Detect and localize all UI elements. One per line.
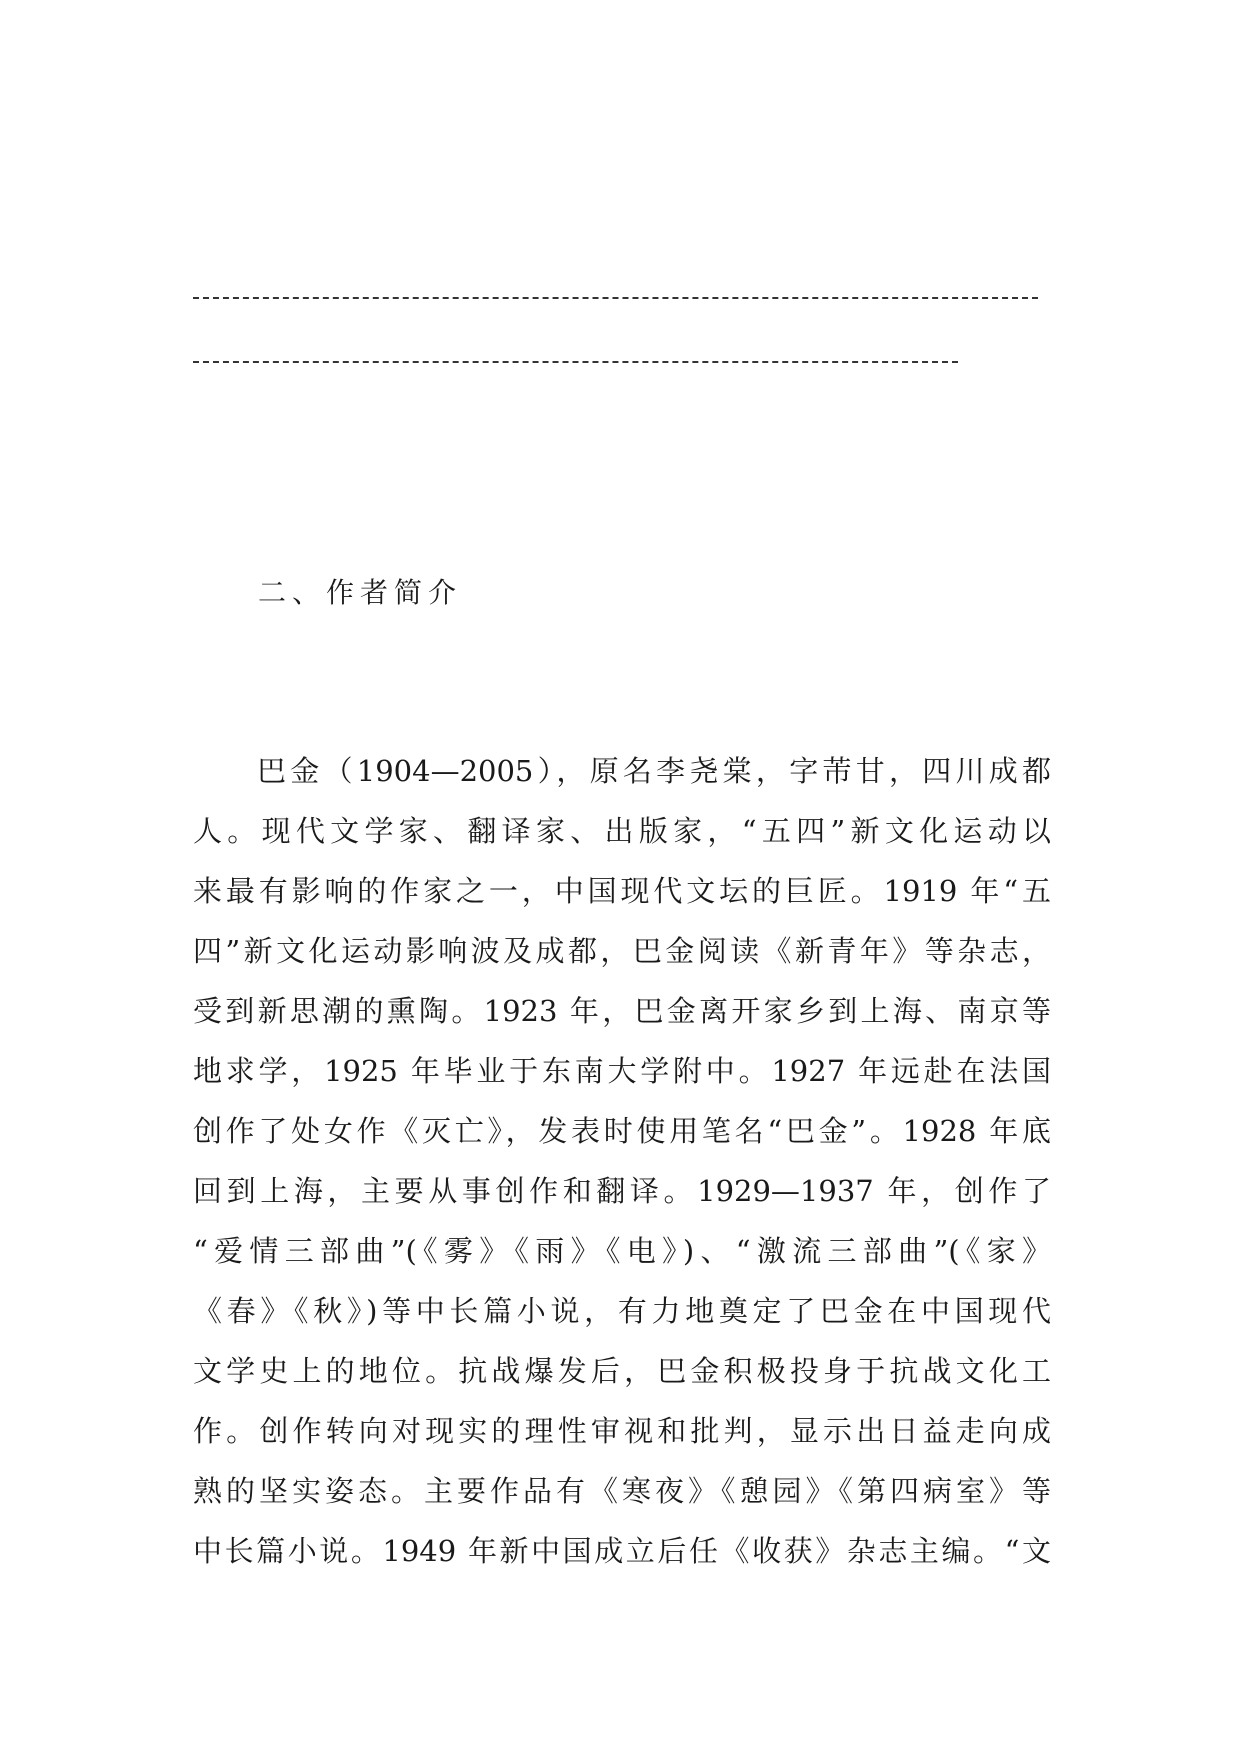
paragraph-line: 巴金（1904—2005），原名李尧棠，字芾甘，四川成都 — [257, 754, 1051, 788]
paragraph-line: 四”新文化运动影响波及成都，巴金阅读《新青年》等杂志， — [193, 934, 1051, 968]
section-heading: 二、作者简介 — [258, 576, 463, 609]
paragraph-line: 受到新思潮的熏陶。1923 年，巴金离开家乡到上海、南京等 — [193, 994, 1051, 1028]
paragraph-line: 人。现代文学家、翻译家、出版家，“五四”新文化运动以 — [193, 814, 1051, 848]
paragraph-line: 地求学，1925 年毕业于东南大学附中。1927 年远赴在法国 — [193, 1054, 1051, 1088]
paragraph-line: 《春》《秋》)等中长篇小说，有力地奠定了巴金在中国现代 — [193, 1294, 1051, 1328]
dashed-separator-line — [193, 297, 1038, 299]
paragraph-line: 来最有影响的作家之一，中国现代文坛的巨匠。1919 年“五 — [193, 874, 1051, 908]
paragraph-line: 中长篇小说。1949 年新中国成立后任《收获》杂志主编。“文 — [193, 1534, 1051, 1568]
paragraph-line: 文学史上的地位。抗战爆发后，巴金积极投身于抗战文化工 — [193, 1354, 1051, 1388]
paragraph-line: 创作了处女作《灭亡》，发表时使用笔名“巴金”。1928 年底 — [193, 1114, 1051, 1148]
paragraph-line: 作。创作转向对现实的理性审视和批判，显示出日益走向成 — [193, 1414, 1051, 1448]
paragraph-line: 回到上海，主要从事创作和翻译。1929—1937 年，创作了 — [193, 1174, 1051, 1208]
author-bio-paragraph — [193, 751, 1051, 1591]
paragraph-line: “爱情三部曲”(《雾》《雨》《电》)、“激流三部曲”(《家》 — [193, 1234, 1051, 1268]
paragraph-line: 熟的坚实姿态。主要作品有《寒夜》《憩园》《第四病室》等 — [193, 1474, 1051, 1508]
dashed-separator-line — [193, 361, 958, 363]
